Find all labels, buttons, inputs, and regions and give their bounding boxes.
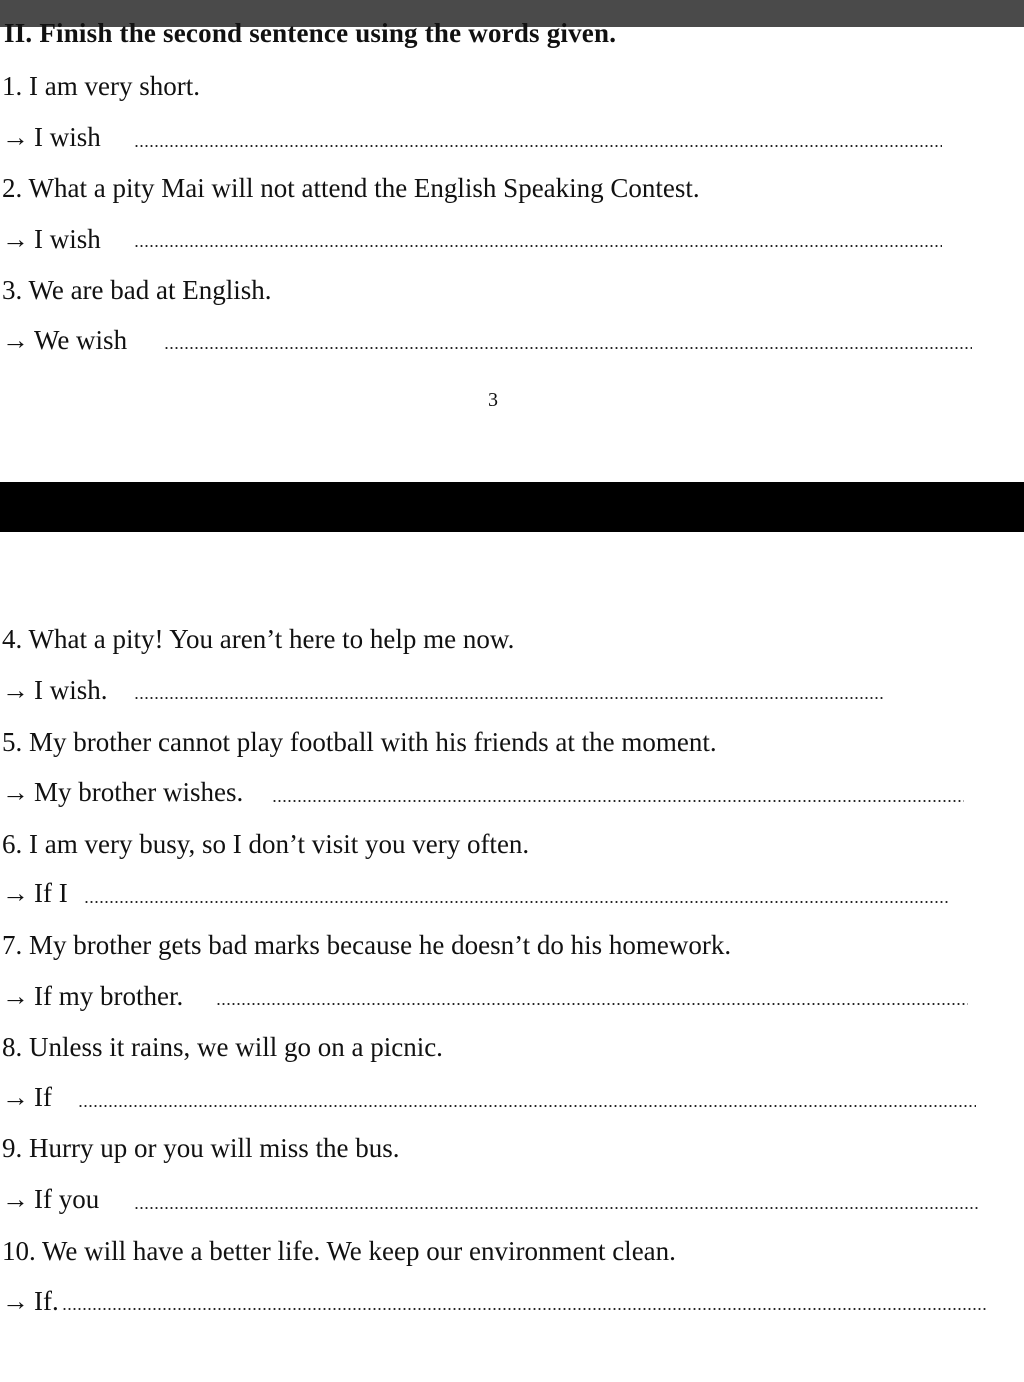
arrow-icon: → [2, 224, 29, 254]
page-number: 3 [488, 389, 498, 411]
question-4: 4. What a pity! You aren’t here to help me now. [2, 624, 515, 654]
question-3: 3. We are bad at English. [2, 275, 272, 305]
answer-prompt-10 [2, 1285, 59, 1317]
page-break-bar [0, 482, 1024, 532]
question-8: 8. Unless it rains, we will go on a picnic. [2, 1032, 443, 1062]
prompt-text: I wish [34, 122, 101, 152]
question-2: 2. What a pity Mai will not attend the English Speaking Contest. [2, 173, 700, 203]
prompt-text: We wish [34, 325, 128, 355]
answer-prompt-2 [2, 223, 101, 255]
answer-blank-10[interactable] [62, 1308, 986, 1310]
answer-blank-5[interactable] [272, 800, 964, 802]
prompt-text: I wish [34, 224, 101, 254]
answer-blank-6[interactable] [84, 901, 950, 903]
prompt-text: If. [34, 1286, 59, 1316]
arrow-icon: → [2, 981, 29, 1011]
exercise-heading: II. Finish the second sentence using the words given. [4, 18, 617, 48]
arrow-icon: → [2, 122, 29, 152]
answer-prompt-5 [2, 776, 243, 808]
prompt-text: If [34, 1082, 52, 1112]
arrow-icon: → [2, 1184, 29, 1214]
arrow-icon: → [2, 1286, 29, 1316]
prompt-text: If I [34, 878, 68, 908]
arrow-icon: → [2, 325, 29, 355]
arrow-icon: → [2, 675, 29, 705]
answer-blank-9[interactable] [134, 1207, 978, 1209]
arrow-icon: → [2, 777, 29, 807]
answer-prompt-4 [2, 674, 108, 706]
question-5: 5. My brother cannot play football with his friends at the moment. [2, 727, 717, 757]
prompt-text: My brother wishes. [34, 777, 244, 807]
arrow-icon: → [2, 878, 29, 908]
prompt-text: If my brother. [34, 981, 184, 1011]
question-9: 9. Hurry up or you will miss the bus. [2, 1133, 400, 1163]
prompt-text: If you [34, 1184, 100, 1214]
question-1: 1. I am very short. [2, 71, 200, 101]
question-10: 10. We will have a better life. We keep our environment clean. [2, 1236, 676, 1266]
answer-prompt-3 [2, 324, 127, 356]
answer-prompt-1 [2, 121, 101, 153]
answer-blank-7[interactable] [216, 1003, 968, 1005]
answer-prompt-7 [2, 980, 183, 1012]
answer-blank-8[interactable] [78, 1105, 976, 1107]
prompt-text: I wish. [34, 675, 108, 705]
arrow-icon: → [2, 1082, 29, 1112]
answer-blank-4[interactable] [134, 697, 884, 699]
answer-prompt-8 [2, 1081, 52, 1113]
answer-prompt-9 [2, 1183, 99, 1215]
answer-blank-2[interactable] [134, 245, 942, 247]
answer-blank-3[interactable] [164, 347, 972, 349]
answer-blank-1[interactable] [134, 145, 942, 147]
answer-prompt-6 [2, 877, 68, 909]
question-6: 6. I am very busy, so I don’t visit you very often. [2, 829, 530, 859]
question-7: 7. My brother gets bad marks because he doesn’t do his homework. [2, 930, 732, 960]
